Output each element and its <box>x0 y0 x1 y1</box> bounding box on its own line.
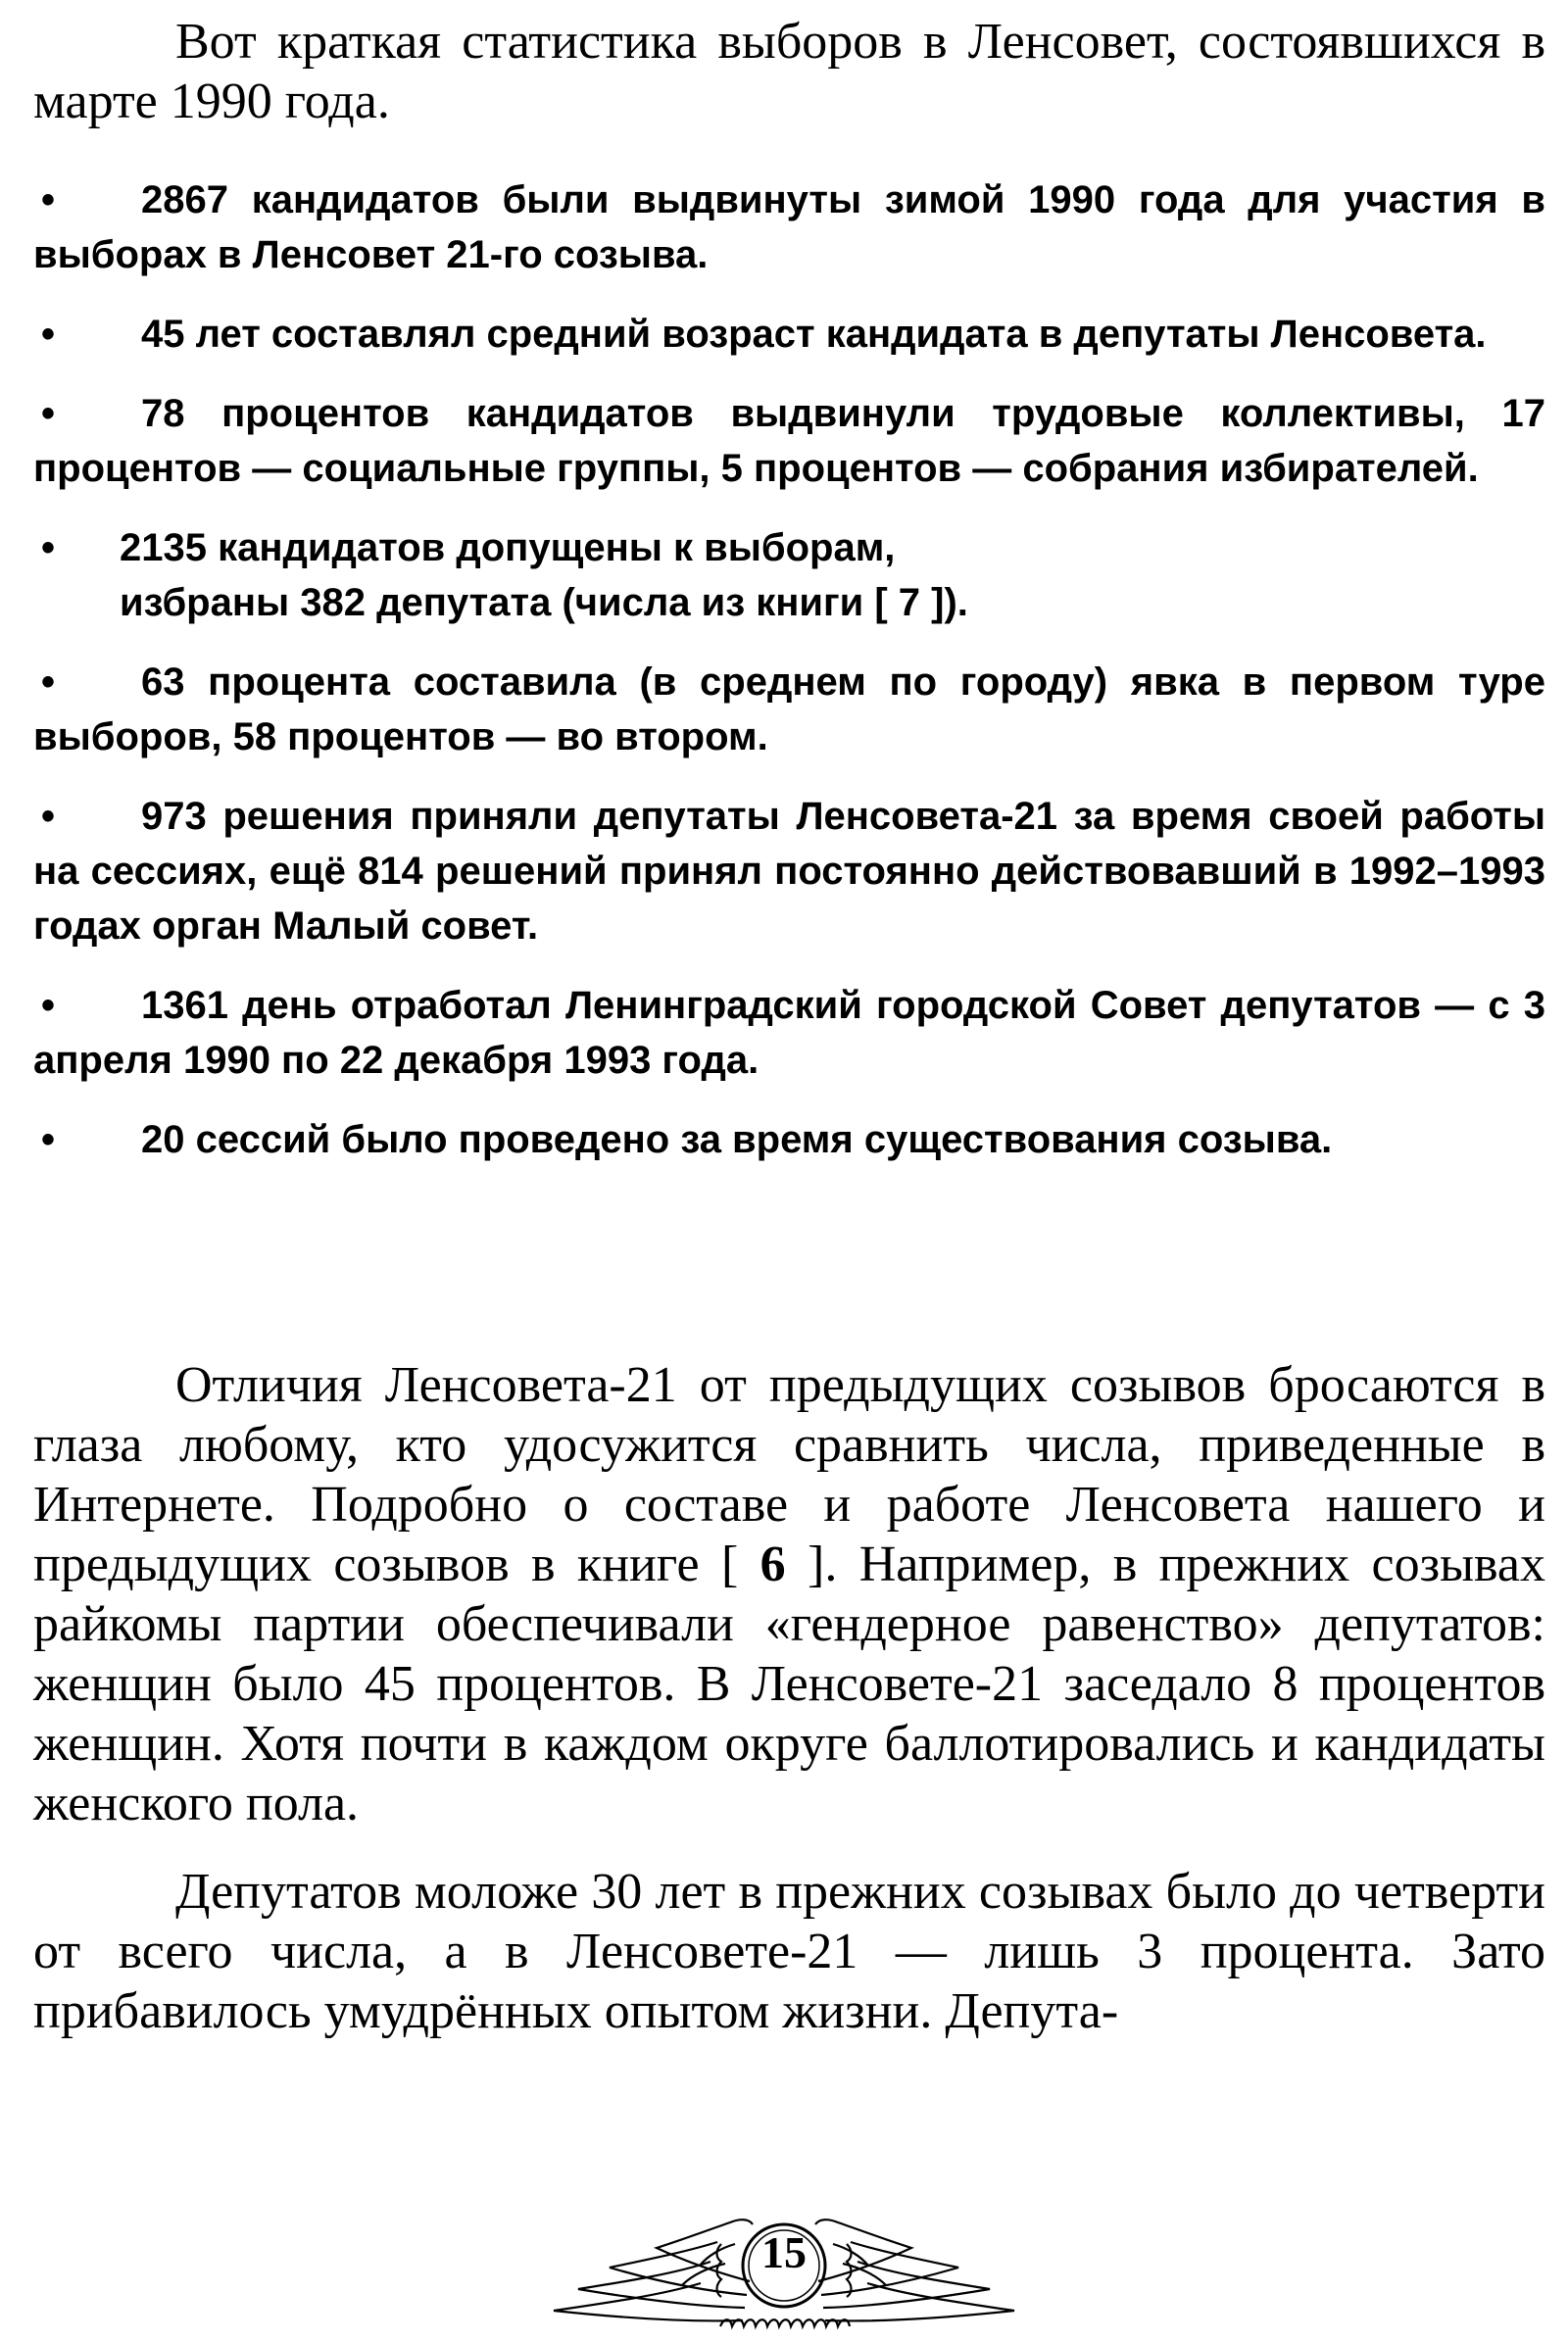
list-item: • 1361 день отработал Ленинградский городской Совет депутатов — с 3 апреля 1990 по 22 декабря 1993 года. <box>33 978 1545 1088</box>
bullet-icon: • <box>41 984 56 1027</box>
list-item: • 2135 кандидатов допущены к выборам, избраны 382 депутата (числа из книги [ 7 ]). <box>33 520 1545 630</box>
bullet-icon: • <box>41 795 56 838</box>
list-item: • 2867 кандидатов были выдвинуты зимой 1990 года для участия в выборах в Ленсовет 21-го созыва. <box>33 172 1545 282</box>
body-paragraph: Отличия Ленсовета-21 от предыдущих созывов бросаются в глаза любому, кто удосужится сравнить числа, приведенные в Интернете. Подробно о составе и работе Ленсовета нашего и предыдущих созывов в книге [ 6 ]. Например, в прежних созывах райкомы партии обеспечивали «гендерное равенство» депутатов: женщин было 45 процентов. В Ленсовете-21 заседало 8 процентов женщин. Хотя почти в каждом округе баллотировались и кандидаты женского пола. <box>33 1357 1545 1831</box>
list-item: • 45 лет составлял средний возраст кандидата в депутаты Ленсовета. <box>33 307 1545 362</box>
body-paragraph: Депутатов моложе 30 лет в прежних созывах было до четверти от всего числа, а в Ленсовете-21 — лишь 3 процента. Зато прибавилось умудрённых опытом жизни. Депута- <box>33 1864 1545 2039</box>
page-footer <box>500 2205 1068 2337</box>
list-item: • 63 процента составила (в среднем по городу) явка в первом туре выборов, 58 процентов — во втором. <box>33 655 1545 764</box>
list-item: • 973 решения приняли депутаты Ленсовета-21 за время своей работы на сессиях, ещё 814 решений принял постоянно действовавший в 1992–1993 годах орган Малый совет. <box>33 789 1545 953</box>
list-item: • 78 процентов кандидатов выдвинули трудовые коллективы, 17 процентов — социальные группы, 5 процентов — собрания избирателей. <box>33 386 1545 496</box>
citation-ref: 7 <box>898 581 921 624</box>
bullet-icon: • <box>41 392 56 435</box>
bullet-icon: • <box>41 313 56 356</box>
intro-paragraph: Вот краткая статистика выборов в Ленсовет, состоявшихся в марте 1990 года. <box>33 14 1545 129</box>
statistics-list <box>33 172 1545 1192</box>
bullet-icon: • <box>41 178 56 221</box>
page-number: 15 <box>761 2227 807 2277</box>
bullet-icon: • <box>41 1118 56 1161</box>
citation-ref: 6 <box>760 1537 786 1592</box>
list-item: • 20 сессий было проведено за время существования созыва. <box>33 1112 1545 1167</box>
bullet-icon: • <box>41 660 56 704</box>
bullet-icon: • <box>41 526 56 569</box>
